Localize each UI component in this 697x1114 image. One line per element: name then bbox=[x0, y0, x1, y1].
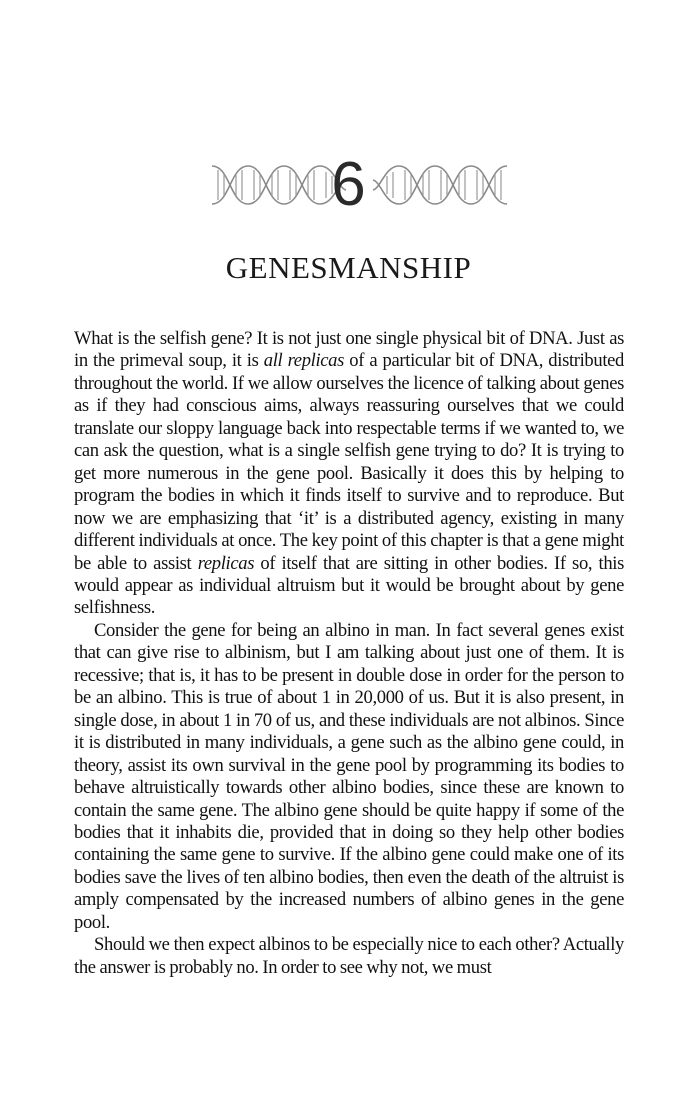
chapter-title: GENESMANSHIP bbox=[225, 250, 472, 285]
chapter-heading bbox=[0, 150, 697, 220]
body-paragraph bbox=[74, 934, 624, 979]
chapter-body-text bbox=[74, 328, 624, 979]
paragraph-text: of a particular bit of DNA, distributed throughout the world. If we allow ourselves the licence of talking about genes as if they had conscious aims, always reassuring ourselves that we could translate our sloppy language back into respectable terms if we wanted to, we can ask the question, what is a single selfish gene trying to do? It is trying to get more numerous in the gene pool. Basically it does this by helping to program the bodies in which it finds itself to survive and to reproduce. But now we are emphasizing that ‘it’ is a distributed agency, existing in many different individuals at once. The key point of this chapter is that a gene might be able to assist bbox=[74, 350, 624, 574]
paragraph-text: Should we then expect albinos to be especially nice to each other? Actually the answer is probably no. In order to see why not, we must bbox=[74, 934, 624, 978]
italic-text: replicas bbox=[197, 552, 255, 574]
chapter-number: 6 bbox=[331, 150, 366, 219]
body-paragraph bbox=[74, 620, 624, 934]
paragraph-text: Consider the gene for being an albino in man. In fact several genes exist that can give rise to albinism, but I am talking about just one of them. It is recessive; that is, it has to be present in double dose in order for the person to be an albino. This is true of about 1 in 20,000 of us. But it is also present, in single dose, in about 1 in 70 of us, and these individuals are not albinos. Since it is distributed in many individuals, a gene such as the albino gene could, in theory, assist its own survival in the gene pool by programming its bodies to behave altruistically towards other albino bodies, since these are known to contain the same gene. The albino gene should be quite happy if some of the bodies that it inhabits die, provided that in doing so they help other bodies containing the same gene to survive. If the albino gene could make one of its bodies save the lives of ten albino bodies, then even the death of the altruist is amply compensated by the increased numbers of albino genes in the gene pool. bbox=[74, 619, 624, 933]
italic-text: all replicas bbox=[263, 350, 345, 372]
dna-helix-ornament-right-icon bbox=[371, 162, 509, 208]
paragraph-text: What is the selfish gene? It is not just one single physical bit of DNA. Just as in the primeval soup, it is bbox=[74, 328, 624, 372]
body-paragraph bbox=[74, 328, 624, 620]
paragraph-text: of itself that are sitting in other bodies. If so, this would appear as individual altruism but it would be brought about by gene selfishness. bbox=[74, 552, 624, 619]
